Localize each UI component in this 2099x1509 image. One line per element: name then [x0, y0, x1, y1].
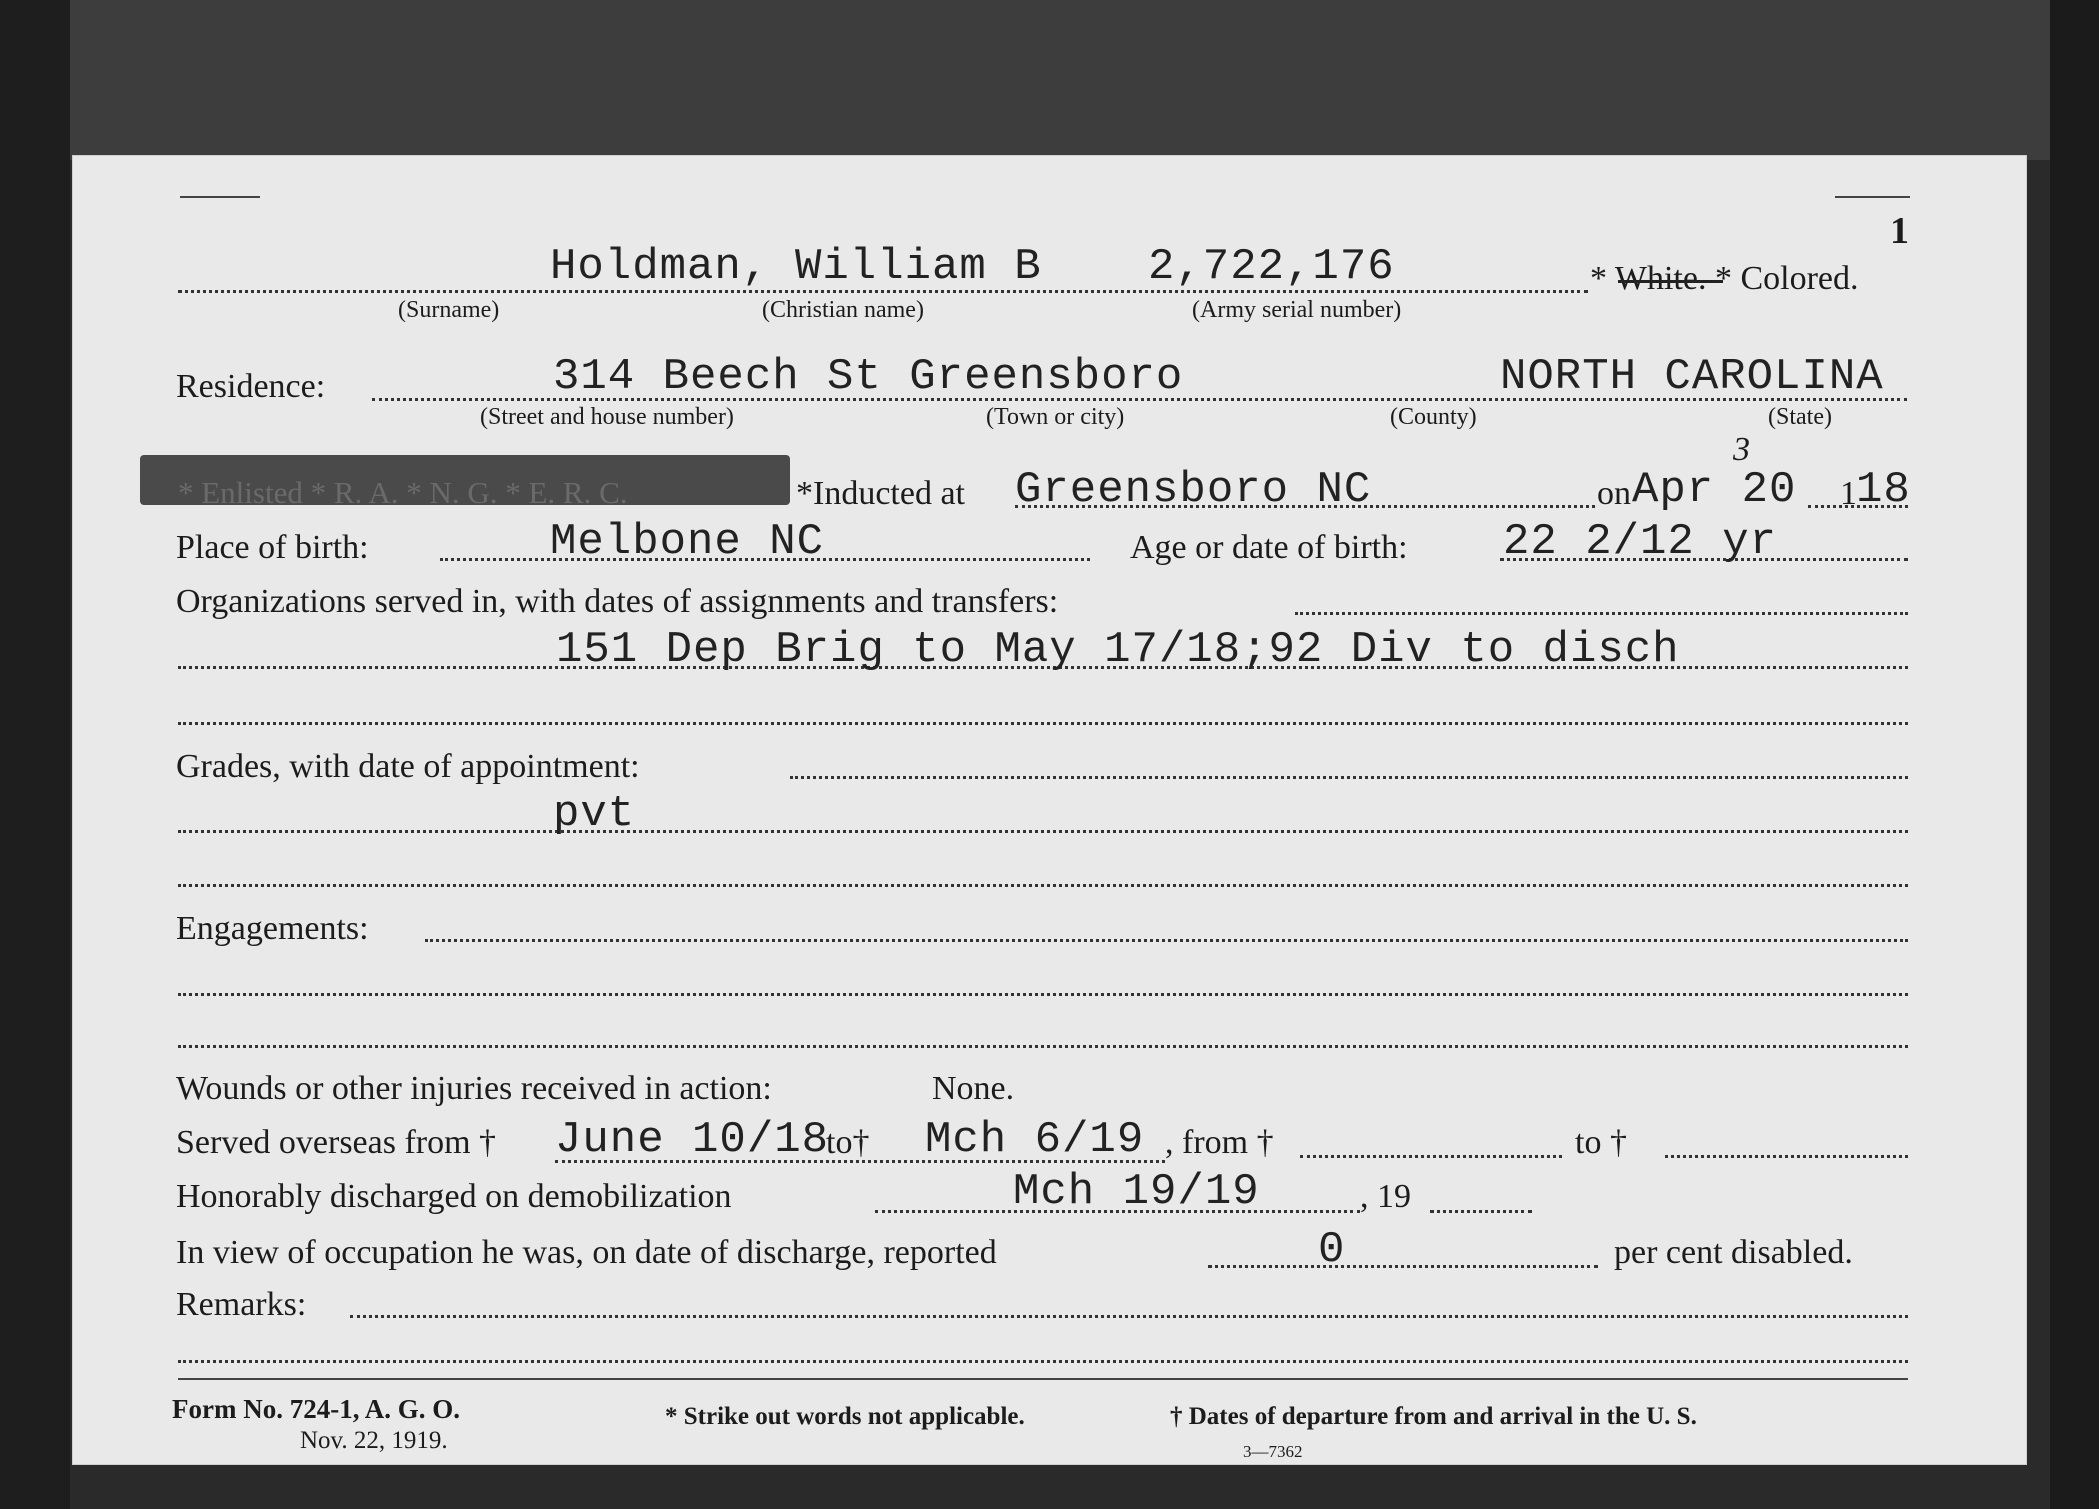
inducted-year-value: 18 — [1856, 465, 1911, 515]
year-prefix: 1 — [1840, 475, 1857, 512]
footnote-strike: * Strike out words not applicable. — [665, 1403, 1025, 1430]
background-top — [70, 0, 2050, 160]
inducted-label: *Inducted at — [796, 475, 965, 512]
discharge-date-value: Mch 19/19 — [1013, 1167, 1260, 1217]
label-state: (State) — [1768, 404, 1832, 430]
disabled-line — [1208, 1265, 1598, 1268]
label-town: (Town or city) — [986, 404, 1125, 430]
overseas-label: Served overseas from † — [176, 1124, 497, 1161]
year-line — [1808, 505, 1908, 508]
footnote-dates: † Dates of departure from and arrival in the U. S. — [1170, 1403, 1697, 1430]
overseas-from-value: June 10/18 — [555, 1115, 830, 1165]
overseas-from2-label: , from † — [1165, 1124, 1274, 1161]
form-number: Form No. 724-1, A. G. O. — [172, 1394, 460, 1424]
grades-line-2 — [178, 830, 1908, 833]
grades-line-3 — [178, 884, 1908, 887]
overseas-line-3 — [1665, 1155, 1908, 1158]
enlisted-options: * Enlisted * R. A. * N. G. * E. R. C. — [178, 475, 628, 510]
birth-label: Place of birth: — [176, 529, 369, 566]
form-date: Nov. 22, 1919. — [300, 1427, 448, 1454]
inducted-place-value: Greensboro NC — [1015, 465, 1372, 515]
label-serial-number: (Army serial number) — [1192, 297, 1402, 323]
residence-label: Residence: — [176, 368, 326, 405]
grades-label: Grades, with date of appointment: — [176, 748, 640, 785]
overseas-to-value: Mch 6/19 — [925, 1115, 1145, 1165]
footer-rule — [178, 1378, 1908, 1380]
organizations-value: 151 Dep Brig to May 17/18;92 Div to disch — [556, 625, 1680, 675]
page-number: 1 — [1890, 210, 1909, 252]
inducted-date-value: Apr 20 — [1632, 465, 1797, 515]
label-christian-name: (Christian name) — [762, 297, 924, 323]
label-county: (County) — [1390, 404, 1477, 430]
label-street: (Street and house number) — [480, 404, 734, 430]
engagements-line-2 — [178, 993, 1908, 996]
disabled-label: per cent disabled. — [1614, 1234, 1853, 1271]
occupation-label: In view of occupation he was, on date of discharge, reported — [176, 1234, 997, 1271]
wounds-value: None. — [932, 1070, 1015, 1107]
disabled-value: 0 — [1318, 1225, 1346, 1275]
discharge-year-label: , 19 — [1360, 1178, 1411, 1215]
print-code: 3—7362 — [1243, 1442, 1303, 1461]
grades-value: pvt — [553, 789, 636, 839]
discharge-year-line — [1430, 1210, 1532, 1213]
remarks-label: Remarks: — [176, 1286, 307, 1323]
discharge-label: Honorably discharged on demobilization — [176, 1178, 732, 1215]
residence-street-town-value: 314 Beech St Greensboro — [553, 352, 1184, 402]
organizations-line-1 — [1295, 612, 1908, 615]
surname-value: Holdman, — [550, 242, 770, 292]
race-options: * White. * Colored. — [1590, 260, 1859, 297]
background-edge-left — [0, 0, 70, 1509]
overseas-to-label: to† — [826, 1124, 870, 1161]
serial-number-value: 2,722,176 — [1148, 242, 1395, 292]
overseas-line-2 — [1300, 1155, 1562, 1158]
overseas-to2-label: to † — [1575, 1124, 1627, 1161]
engagements-line-1 — [425, 939, 1908, 942]
label-surname: (Surname) — [398, 297, 500, 323]
wounds-label: Wounds or other injuries received in action: — [176, 1070, 772, 1107]
organizations-line-3 — [178, 722, 1908, 725]
residence-state-value: NORTH CAROLINA — [1500, 352, 1884, 402]
engagements-label: Engagements: — [176, 910, 369, 947]
on-label: on — [1597, 475, 1631, 512]
birth-place-value: Melbone NC — [550, 517, 825, 567]
engagements-line-3 — [178, 1045, 1908, 1048]
inducted-date-correction: 3 — [1733, 431, 1750, 468]
remarks-line-1 — [350, 1315, 1908, 1318]
remarks-line-2 — [178, 1360, 1908, 1363]
christian-name-value: William B — [795, 242, 1042, 292]
top-left-rule — [180, 196, 260, 198]
organizations-label: Organizations served in, with dates of assignments and transfers: — [176, 583, 1059, 620]
race-strikeout — [1618, 280, 1723, 283]
age-value: 22 2/12 yr — [1503, 517, 1778, 567]
grades-line-1 — [790, 776, 1908, 779]
overseas-line-1 — [555, 1160, 1165, 1163]
age-label: Age or date of birth: — [1130, 529, 1408, 566]
background-edge-right — [2050, 0, 2099, 1509]
top-right-rule — [1835, 196, 1910, 198]
